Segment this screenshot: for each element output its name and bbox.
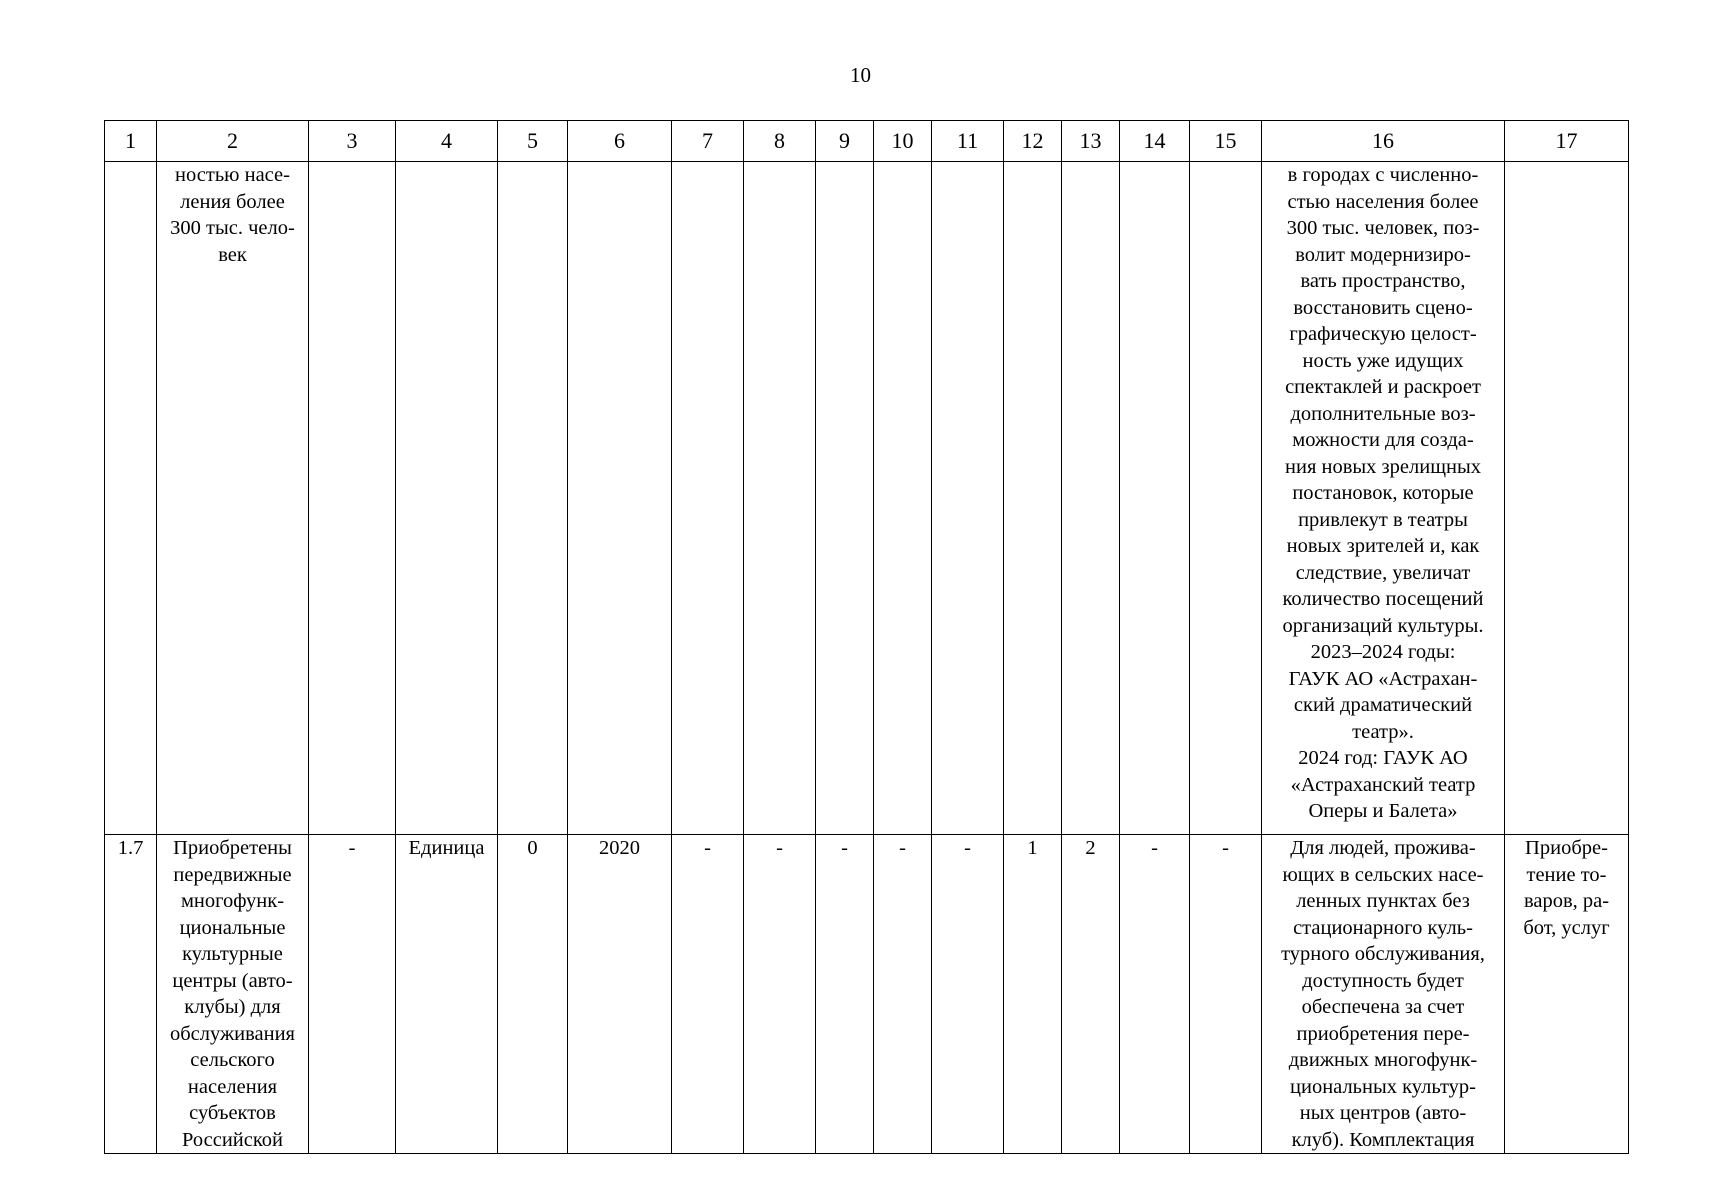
- table-cell: -: [744, 835, 816, 1154]
- col-header-15: 15: [1190, 121, 1262, 162]
- col-header-14: 14: [1120, 121, 1190, 162]
- table-cell: [1120, 162, 1190, 835]
- table-cell: [498, 162, 568, 835]
- table-cell: -: [1120, 835, 1190, 1154]
- table-cell: -: [874, 835, 932, 1154]
- table-cell: [105, 162, 157, 835]
- table-cell: 2020: [568, 835, 672, 1154]
- table-cell: Приобре- тение то- варов, ра- бот, услуг: [1505, 835, 1629, 1154]
- table-cell: [744, 162, 816, 835]
- col-header-5: 5: [498, 121, 568, 162]
- col-header-6: 6: [568, 121, 672, 162]
- table-cell: 1: [1004, 835, 1062, 1154]
- table-cell: Для людей, прожива- ющих в сельских насе- ленных пунктах без стационарного куль- турного обслуживания, доступность будет обеспечена за счет приобретения пере- движных многофунк- циональных культур- ных центров (авто- клуб). Комплектация: [1262, 835, 1505, 1154]
- table-cell: Единица: [396, 835, 498, 1154]
- table-cell: [816, 162, 874, 835]
- table-cell: [1505, 162, 1629, 835]
- col-header-7: 7: [672, 121, 744, 162]
- table-cell: [672, 162, 744, 835]
- table-row: [105, 162, 1629, 835]
- col-header-1: 1: [105, 121, 157, 162]
- col-header-2: 2: [157, 121, 309, 162]
- table-cell: [309, 162, 396, 835]
- col-header-4: 4: [396, 121, 498, 162]
- col-header-11: 11: [932, 121, 1004, 162]
- table-row: [105, 835, 1629, 1154]
- table-cell: -: [932, 835, 1004, 1154]
- col-header-13: 13: [1062, 121, 1120, 162]
- page-number: 10: [850, 63, 871, 87]
- table-cell: ностью насе- ления более 300 тыс. чело- век: [157, 162, 309, 835]
- table-cell: -: [672, 835, 744, 1154]
- table-cell: в городах с численно- стью населения более 300 тыс. человек, поз- волит модернизиро- вать пространство, восстановить сцено- графическую целост- ность уже идущих спектаклей и раскроет дополнительные воз- можности для созда- ния новых зрелищных постановок, которые привлекут в театры новых зрителей и, как следствие, увеличат количество посещений организаций культуры. 2023–2024 годы: ГАУК АО «Астрахан- ский драматический театр». 2024 год: ГАУК АО «Астраханский театр Оперы и Балета»: [1262, 162, 1505, 835]
- table-cell: 2: [1062, 835, 1120, 1154]
- col-header-16: 16: [1262, 121, 1505, 162]
- col-header-17: 17: [1505, 121, 1629, 162]
- col-header-12: 12: [1004, 121, 1062, 162]
- table-cell: [932, 162, 1004, 835]
- table-cell: [568, 162, 672, 835]
- col-header-10: 10: [874, 121, 932, 162]
- table-cell: Приобретены передвижные многофунк- циональные культурные центры (авто- клубы) для обслуживания сельского населения субъектов Российской: [157, 835, 309, 1154]
- table-cell: [1004, 162, 1062, 835]
- table-cell: [1190, 162, 1262, 835]
- data-table: [104, 120, 1629, 1154]
- table-cell: -: [309, 835, 396, 1154]
- col-header-3: 3: [309, 121, 396, 162]
- table-cell: [1062, 162, 1120, 835]
- col-header-9: 9: [816, 121, 874, 162]
- header-row: [105, 121, 1629, 162]
- table-cell: 1.7: [105, 835, 157, 1154]
- col-header-8: 8: [744, 121, 816, 162]
- table-cell: -: [1190, 835, 1262, 1154]
- table-cell: 0: [498, 835, 568, 1154]
- table-cell: [396, 162, 498, 835]
- table-cell: -: [816, 835, 874, 1154]
- table-cell: [874, 162, 932, 835]
